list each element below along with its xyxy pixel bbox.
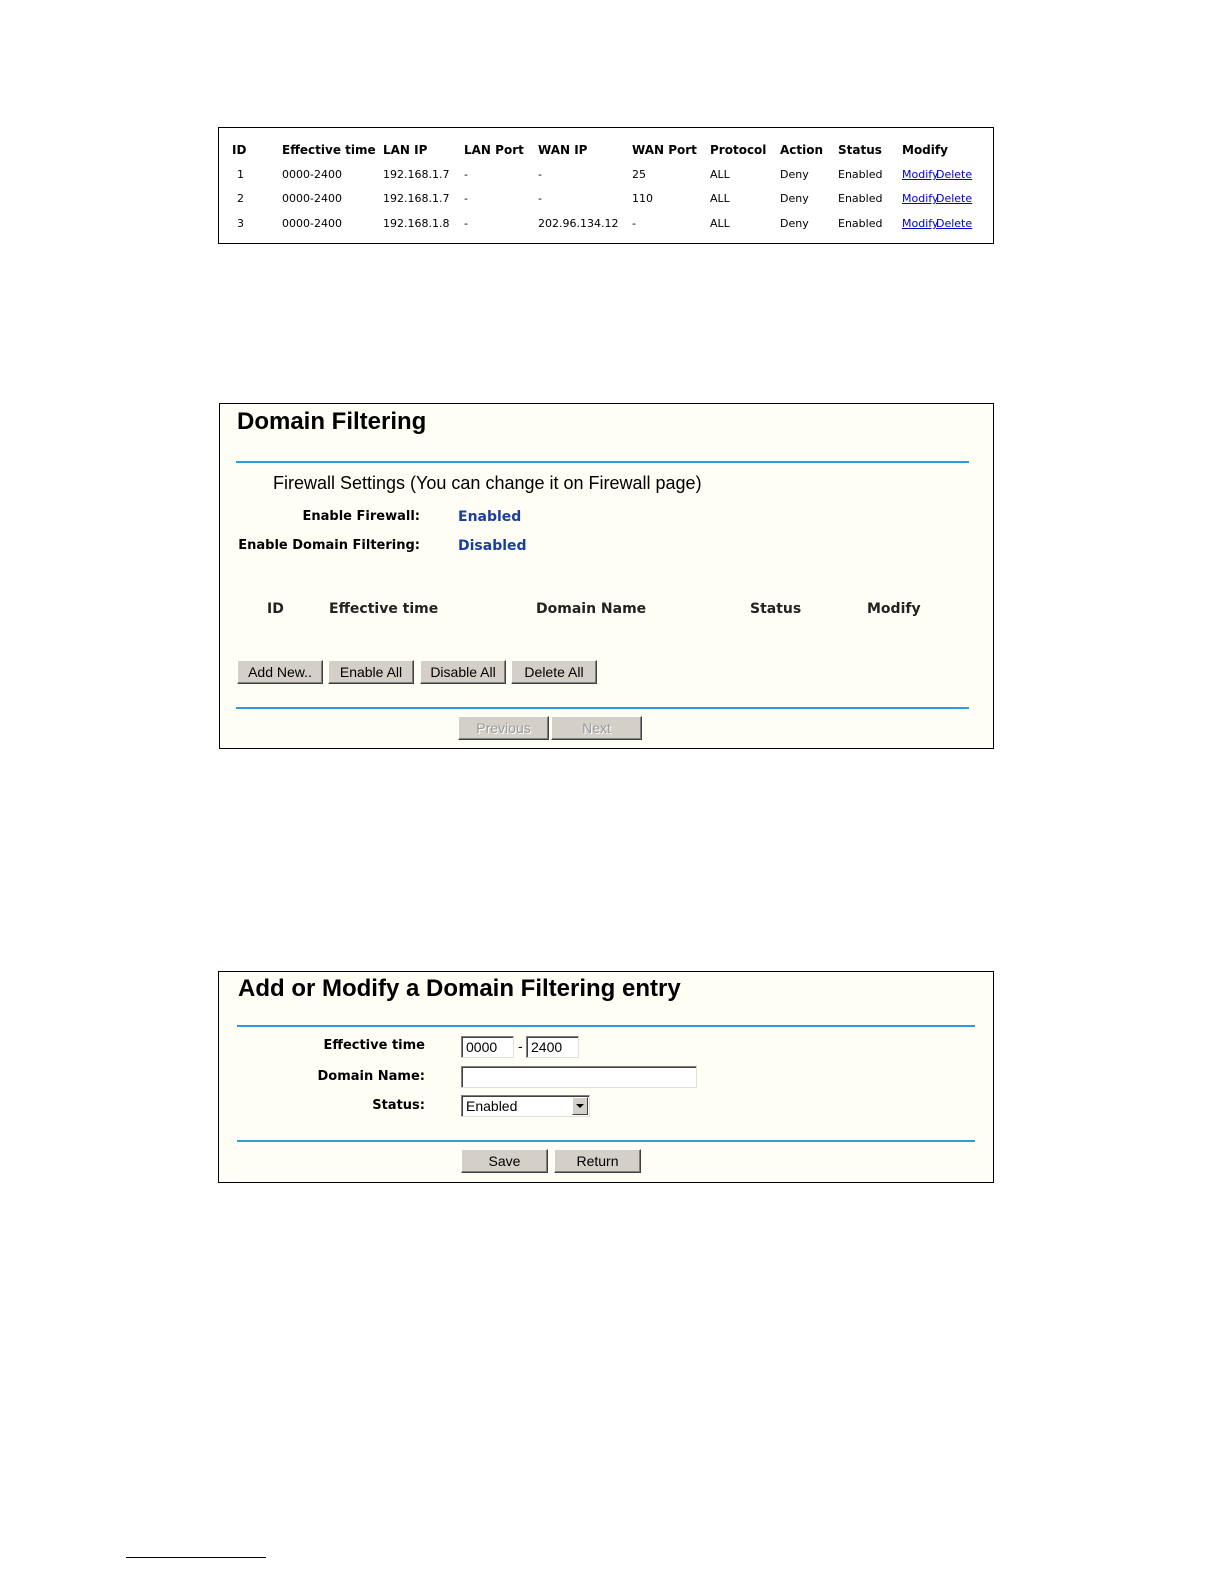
enable-domain-filtering-label: Enable Domain Filtering:: [238, 538, 420, 553]
firewall-settings-heading: Firewall Settings (You can change it on Firewall page): [273, 473, 702, 493]
divider: [236, 707, 969, 709]
enable-domain-filtering-value: Disabled: [458, 538, 527, 554]
row-protocol: ALL: [710, 217, 730, 230]
row-action: Deny: [780, 217, 809, 230]
domain-name-input[interactable]: [461, 1066, 697, 1088]
row-lan-port: -: [464, 192, 468, 205]
delete-all-button[interactable]: Delete All: [511, 660, 597, 684]
row-status: Enabled: [838, 168, 883, 181]
status-label: Status:: [372, 1098, 425, 1113]
row-id: 2: [237, 192, 244, 205]
header-lan-ip: LAN IP: [383, 143, 428, 157]
row-wan-ip: -: [538, 192, 542, 205]
chevron-down-icon[interactable]: [572, 1097, 588, 1115]
enable-firewall-value: Enabled: [458, 509, 522, 525]
header-wan-port: WAN Port: [632, 143, 697, 157]
row-delete-link[interactable]: Delete: [936, 168, 973, 181]
row-id: 1: [237, 168, 244, 181]
row-lan-ip: 192.168.1.8: [383, 217, 450, 230]
status-select-value: Enabled: [466, 1098, 518, 1114]
effective-time-end-input[interactable]: [526, 1036, 579, 1058]
row-lan-ip: 192.168.1.7: [383, 168, 450, 181]
row-lan-port: -: [464, 217, 468, 230]
divider: [236, 461, 969, 463]
row-delete-link[interactable]: Delete: [936, 192, 973, 205]
column-header-status: Status: [750, 601, 802, 617]
header-effective-time: Effective time: [282, 143, 376, 157]
row-wan-port: 25: [632, 168, 646, 181]
effective-time-start-input[interactable]: [461, 1036, 514, 1058]
row-lan-port: -: [464, 168, 468, 181]
previous-button[interactable]: Previous: [458, 716, 549, 740]
row-action: Deny: [780, 192, 809, 205]
add-modify-domain-panel: [218, 971, 994, 1183]
time-separator: -: [518, 1038, 523, 1054]
enable-firewall-label: Enable Firewall:: [302, 509, 420, 524]
row-id: 3: [237, 217, 244, 230]
row-protocol: ALL: [710, 192, 730, 205]
row-lan-ip: 192.168.1.7: [383, 192, 450, 205]
column-header-modify: Modify: [867, 601, 921, 617]
header-lan-port: LAN Port: [464, 143, 524, 157]
form-title: Add or Modify a Domain Filtering entry: [238, 975, 681, 1002]
effective-time-label: Effective time: [323, 1038, 425, 1053]
row-protocol: ALL: [710, 168, 730, 181]
column-header-id: ID: [267, 601, 284, 617]
footnote-separator: [126, 1557, 266, 1558]
header-status: Status: [838, 143, 882, 157]
domain-filtering-panel: [219, 403, 994, 749]
divider: [237, 1140, 975, 1142]
row-action: Deny: [780, 168, 809, 181]
page-title: Domain Filtering: [237, 408, 427, 435]
row-effective-time: 0000-2400: [282, 192, 342, 205]
row-delete-link[interactable]: Delete: [936, 217, 973, 230]
add-new-button[interactable]: Add New..: [237, 660, 323, 684]
divider: [237, 1025, 975, 1027]
row-effective-time: 0000-2400: [282, 217, 342, 230]
enable-all-button[interactable]: Enable All: [328, 660, 414, 684]
save-button[interactable]: Save: [461, 1149, 548, 1173]
row-modify-link[interactable]: Modify: [902, 217, 939, 230]
row-wan-port: 110: [632, 192, 653, 205]
next-button[interactable]: Next: [551, 716, 642, 740]
row-effective-time: 0000-2400: [282, 168, 342, 181]
status-select[interactable]: [461, 1095, 590, 1117]
row-status: Enabled: [838, 217, 883, 230]
row-wan-ip: -: [538, 168, 542, 181]
row-wan-ip: 202.96.134.12: [538, 217, 619, 230]
header-modify: Modify: [902, 143, 948, 157]
firewall-rules-table: [218, 127, 994, 244]
disable-all-button[interactable]: Disable All: [420, 660, 506, 684]
header-id: ID: [232, 143, 247, 157]
row-status: Enabled: [838, 192, 883, 205]
header-wan-ip: WAN IP: [538, 143, 588, 157]
domain-name-label: Domain Name:: [317, 1069, 425, 1084]
header-protocol: Protocol: [710, 143, 767, 157]
column-header-domain-name: Domain Name: [536, 601, 647, 617]
row-wan-port: -: [632, 217, 636, 230]
header-action: Action: [780, 143, 824, 157]
row-modify-link[interactable]: Modify: [902, 192, 939, 205]
column-header-effective-time: Effective time: [329, 601, 439, 617]
return-button[interactable]: Return: [554, 1149, 641, 1173]
row-modify-link[interactable]: Modify: [902, 168, 939, 181]
